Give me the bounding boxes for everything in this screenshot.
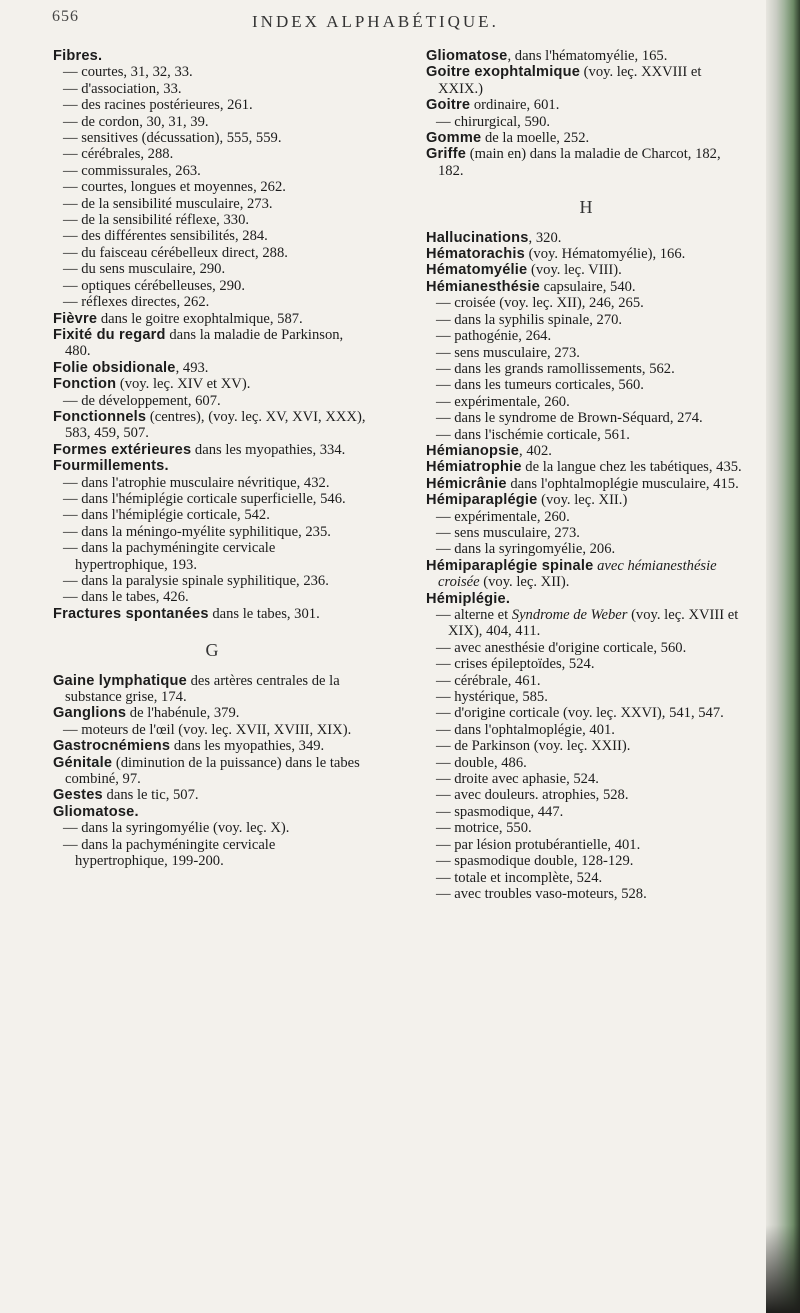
entry-hematomyelie: Hématomyélie (voy. leç. VIII). xyxy=(426,262,622,279)
sub-entry: — dans la syphilis spinale, 270. xyxy=(436,311,623,328)
sub-entry: — motrice, 550. xyxy=(436,820,532,837)
entry-fonction: Fonction (voy. leç. XIV et XV). xyxy=(53,376,251,393)
sub-entry: — cérébrale, 461. xyxy=(436,672,541,689)
entry-fievre: Fièvre dans le goitre exophtalmique, 587. xyxy=(53,310,303,327)
sub-entry: — dans l'ischémie corticale, 561. xyxy=(436,426,630,443)
entry-goitre: Goitre ordinaire, 601. xyxy=(426,97,560,114)
sub-entry: — double, 486. xyxy=(436,754,527,771)
entry-hemianesthesie: Hémianesthésie capsulaire, 540. xyxy=(426,278,636,295)
entry-hemiatrophie: Hémiatrophie de la langue chez les tabétiques, 435. xyxy=(426,459,742,476)
sub-entry: — dans la pachyméningite cervicale hypertrophique, 193. xyxy=(63,540,276,573)
sub-entry: — expérimentale, 260. xyxy=(436,508,570,525)
entry-hematorachis: Hématorachis (voy. Hématomyélie), 166. xyxy=(426,246,686,263)
entry-gomme: Gomme de la moelle, 252. xyxy=(426,130,590,147)
sub-entry: — sensitives (décussation), 555, 559. xyxy=(63,130,282,147)
sub-entry: — crises épileptoïdes, 524. xyxy=(436,656,595,673)
sub-entry: — par lésion protubérantielle, 401. xyxy=(436,836,641,853)
sub-entry: — expérimentale, 260. xyxy=(436,393,570,410)
sub-entry: — du faisceau cérébelleux direct, 288. xyxy=(63,244,288,261)
sub-entry: — totale et incomplète, 524. xyxy=(436,869,603,886)
running-head: INDEX ALPHABÉTIQUE. xyxy=(252,12,499,31)
sub-entry: — de cordon, 30, 31, 39. xyxy=(63,113,209,130)
sub-entry: — avec douleurs. atrophies, 528. xyxy=(436,787,629,804)
sub-entry: — spasmodique, 447. xyxy=(436,803,564,820)
sub-entry: — avec anesthésie d'origine corticale, 560. xyxy=(436,639,687,656)
sub-entry: — réflexes directes, 262. xyxy=(63,294,210,311)
entry-fixite: Fixité du regard dans la maladie de Parkinson, 480. xyxy=(53,326,344,360)
entry-ganglions: Ganglions de l'habénule, 379. xyxy=(53,705,240,722)
sub-entry: — commissurales, 263. xyxy=(63,162,201,179)
entry-hemiparaplegie-spinale: Hémiparaplégie spinale avec hémianesthésie croisée (voy. leç. XII). xyxy=(426,557,717,591)
sub-entry: — dans la syringomyélie, 206. xyxy=(436,541,616,558)
sub-entry: — optiques cérébelleuses, 290. xyxy=(63,277,245,294)
sub-entry: — pathogénie, 264. xyxy=(436,328,552,345)
sub-entry-alterne: — alterne et Syndrome de Weber (voy. leç. XVIII et XIX), 404, 411. xyxy=(436,607,739,640)
entry-fourmillements: Fourmillements. xyxy=(53,458,169,475)
section-letter-g: G xyxy=(205,640,219,661)
entry-fractures: Fractures spontanées dans le tabes, 301. xyxy=(53,605,320,622)
page-corner-shadow xyxy=(766,1225,800,1313)
entry-hallucinations: Hallucinations, 320. xyxy=(426,229,562,246)
sub-entry: — spasmodique double, 128-129. xyxy=(436,853,634,870)
sub-entry: — dans l'atrophie musculaire névritique, 432. xyxy=(63,474,330,491)
entry-fibres: Fibres. xyxy=(53,48,103,64)
entry-gestes: Gestes dans le tic, 507. xyxy=(53,787,199,804)
page-edge-shadow xyxy=(766,0,800,1313)
sub-entry: — avec troubles vaso-moteurs, 528. xyxy=(436,885,647,902)
sub-entry: — des différentes sensibilités, 284. xyxy=(63,228,268,245)
sub-entry: — dans la syringomyélie (voy. leç. X). xyxy=(63,820,290,837)
sub-entry: — dans l'ophtalmoplégie, 401. xyxy=(436,721,615,738)
sub-entry: — cérébrales, 288. xyxy=(63,146,174,163)
entry-genitale: Génitale (diminution de la puissance) dans le tabes combiné, 97. xyxy=(53,754,360,788)
sub-entry: — d'association, 33. xyxy=(63,80,182,97)
sub-entry: — dans le tabes, 426. xyxy=(63,589,189,606)
sub-entry: — sens musculaire, 273. xyxy=(436,344,580,361)
sub-entry: — hystérique, 585. xyxy=(436,689,548,706)
entry-fonctionnels: Fonctionnels (centres), (voy. leç. XV, XVI, XXX), 583, 459, 507. xyxy=(53,408,366,442)
sub-entry: — de la sensibilité réflexe, 330. xyxy=(63,212,250,229)
sub-entry: — sens musculaire, 273. xyxy=(436,524,580,541)
entry-goitre-exophtalmique: Goitre exophtalmique (voy. leç. XXVIII et XXIX.) xyxy=(426,64,702,97)
sub-entry: — dans la pachyméningite cervicale hypertrophique, 199-200. xyxy=(63,836,276,870)
sub-entry: — moteurs de l'œil (voy. leç. XVII, XVIII, XIX). xyxy=(63,721,352,738)
sub-entry: — dans les grands ramollissements, 562. xyxy=(436,360,675,377)
sub-entry: — des racines postérieures, 261. xyxy=(63,97,253,114)
right-column xyxy=(426,48,746,902)
sub-entry: — chirurgical, 590. xyxy=(436,113,551,130)
entry-hemianopsie: Hémianopsie, 402. xyxy=(426,442,552,459)
sub-entry: — droite avec aphasie, 524. xyxy=(436,771,599,788)
entry-gaine: Gaine lymphatique des artères centrales de la substance grise, 174. xyxy=(53,672,340,706)
sub-entry: — de développement, 607. xyxy=(63,392,221,409)
section-letter-h: H xyxy=(579,197,593,218)
sub-entry: — dans le syndrome de Brown-Séquard, 274. xyxy=(436,410,703,427)
sub-entry: — de Parkinson (voy. leç. XXII). xyxy=(436,738,631,755)
sub-entry: — courtes, 31, 32, 33. xyxy=(63,64,193,81)
sub-entry: — du sens musculaire, 290. xyxy=(63,261,226,278)
sub-entry: — dans la méningo-myélite syphilitique, 235. xyxy=(63,523,331,540)
sub-entry: — dans l'hémiplégie corticale, 542. xyxy=(63,507,270,524)
entry-gliomatose: Gliomatose. xyxy=(53,803,139,820)
entry-hemiparaplegie: Hémiparaplégie (voy. leç. XII.) xyxy=(426,492,628,509)
sub-entry: — courtes, longues et moyennes, 262. xyxy=(63,179,286,196)
left-column xyxy=(53,48,371,870)
sub-entry: — croisée (voy. leç. XII), 246, 265. xyxy=(436,295,644,312)
sub-entry: — d'origine corticale (voy. leç. XXVI), 541, 547. xyxy=(436,705,724,722)
entry-formes: Formes extérieures dans les myopathies, 334. xyxy=(53,441,346,458)
entry-griffe: Griffe (main en) dans la maladie de Charcot, 182, 182. xyxy=(426,146,721,179)
page-number: 656 xyxy=(52,8,79,25)
entry-gliomatose-2: Gliomatose, dans l'hématomyélie, 165. xyxy=(426,48,668,64)
entry-folie: Folie obsidionale, 493. xyxy=(53,359,209,376)
entry-hemiplegie: Hémiplégie. xyxy=(426,590,511,607)
sub-entry: — dans l'hémiplégie corticale superficielle, 546. xyxy=(63,490,346,507)
sub-entry: — dans la paralysie spinale syphilitique, 236. xyxy=(63,573,329,589)
sub-entry: — dans les tumeurs corticales, 560. xyxy=(436,377,644,394)
entry-gastrocnemiens: Gastrocnémiens dans les myopathies, 349. xyxy=(53,738,325,755)
entry-hemicranie: Hémicrânie dans l'ophtalmoplégie musculaire, 415. xyxy=(426,475,739,492)
sub-entry: — de la sensibilité musculaire, 273. xyxy=(63,195,273,212)
